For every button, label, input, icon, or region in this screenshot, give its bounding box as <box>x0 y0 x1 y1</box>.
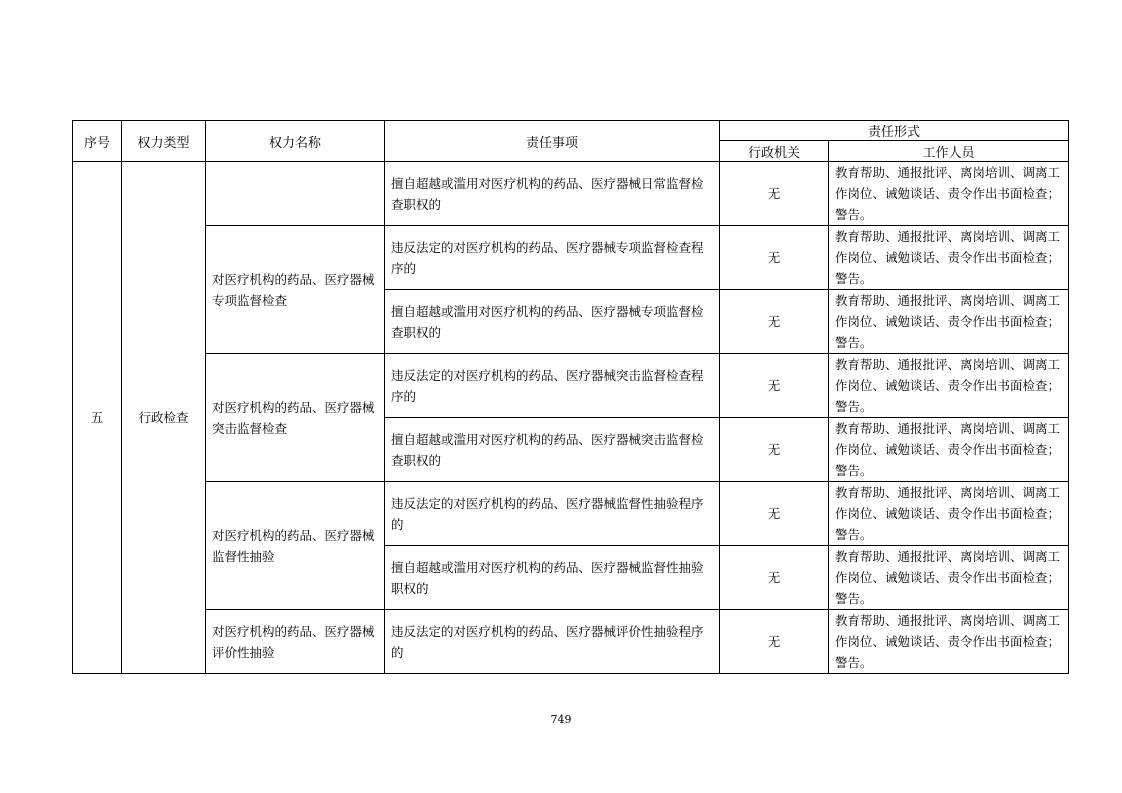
cell-name: 对医疗机构的药品、医疗器械评价性抽验 <box>206 610 385 674</box>
header-duty: 责任事项 <box>385 121 720 162</box>
cell-name: 对医疗机构的药品、医疗器械专项监督检查 <box>206 226 385 354</box>
cell-staff: 教育帮助、通报批评、离岗培训、调离工作岗位、诫勉谈话、责令作出书面检查；警告。 <box>829 354 1069 418</box>
cell-duty: 擅自超越或滥用对医疗机构的药品、医疗器械专项监督检查职权的 <box>385 290 720 354</box>
cell-org: 无 <box>720 290 829 354</box>
cell-staff: 教育帮助、通报批评、离岗培训、调离工作岗位、诫勉谈话、责令作出书面检查；警告。 <box>829 226 1069 290</box>
cell-duty: 违反法定的对医疗机构的药品、医疗器械监督性抽验程序的 <box>385 482 720 546</box>
cell-org: 无 <box>720 546 829 610</box>
header-seq: 序号 <box>73 121 122 162</box>
header-name: 权力名称 <box>206 121 385 162</box>
cell-staff: 教育帮助、通报批评、离岗培训、调离工作岗位、诫勉谈话、责令作出书面检查；警告。 <box>829 482 1069 546</box>
cell-org: 无 <box>720 610 829 674</box>
cell-org: 无 <box>720 482 829 546</box>
cell-type: 行政检查 <box>122 162 206 674</box>
cell-org: 无 <box>720 418 829 482</box>
table-row <box>73 610 1069 674</box>
cell-duty: 擅自超越或滥用对医疗机构的药品、医疗器械突击监督检查职权的 <box>385 418 720 482</box>
cell-org: 无 <box>720 354 829 418</box>
header-org: 行政机关 <box>720 141 829 162</box>
cell-duty: 违反法定的对医疗机构的药品、医疗器械专项监督检查程序的 <box>385 226 720 290</box>
cell-name-empty <box>206 162 385 226</box>
header-type: 权力类型 <box>122 121 206 162</box>
table-row <box>73 354 1069 418</box>
table-row <box>73 482 1069 546</box>
cell-name: 对医疗机构的药品、医疗器械监督性抽验 <box>206 482 385 610</box>
cell-duty: 擅自超越或滥用对医疗机构的药品、医疗器械日常监督检查职权的 <box>385 162 720 226</box>
header-form: 责任形式 <box>720 121 1069 141</box>
cell-staff: 教育帮助、通报批评、离岗培训、调离工作岗位、诫勉谈话、责令作出书面检查；警告。 <box>829 290 1069 354</box>
cell-staff: 教育帮助、通报批评、离岗培训、调离工作岗位、诫勉谈话、责令作出书面检查；警告。 <box>829 610 1069 674</box>
table-row <box>73 226 1069 290</box>
cell-duty: 违反法定的对医疗机构的药品、医疗器械评价性抽验程序的 <box>385 610 720 674</box>
responsibility-table <box>72 120 1069 674</box>
cell-staff: 教育帮助、通报批评、离岗培训、调离工作岗位、诫勉谈话、责令作出书面检查；警告。 <box>829 546 1069 610</box>
cell-seq: 五 <box>73 162 122 674</box>
cell-duty: 擅自超越或滥用对医疗机构的药品、医疗器械监督性抽验职权的 <box>385 546 720 610</box>
cell-org: 无 <box>720 162 829 226</box>
header-row-1 <box>73 121 1069 141</box>
page-number: 749 <box>550 713 572 726</box>
table-row <box>73 162 1069 226</box>
cell-staff: 教育帮助、通报批评、离岗培训、调离工作岗位、诫勉谈话、责令作出书面检查；警告。 <box>829 418 1069 482</box>
cell-duty: 违反法定的对医疗机构的药品、医疗器械突击监督检查程序的 <box>385 354 720 418</box>
cell-org: 无 <box>720 226 829 290</box>
header-staff: 工作人员 <box>829 141 1069 162</box>
cell-staff: 教育帮助、通报批评、离岗培训、调离工作岗位、诫勉谈话、责令作出书面检查；警告。 <box>829 162 1069 226</box>
cell-name: 对医疗机构的药品、医疗器械突击监督检查 <box>206 354 385 482</box>
